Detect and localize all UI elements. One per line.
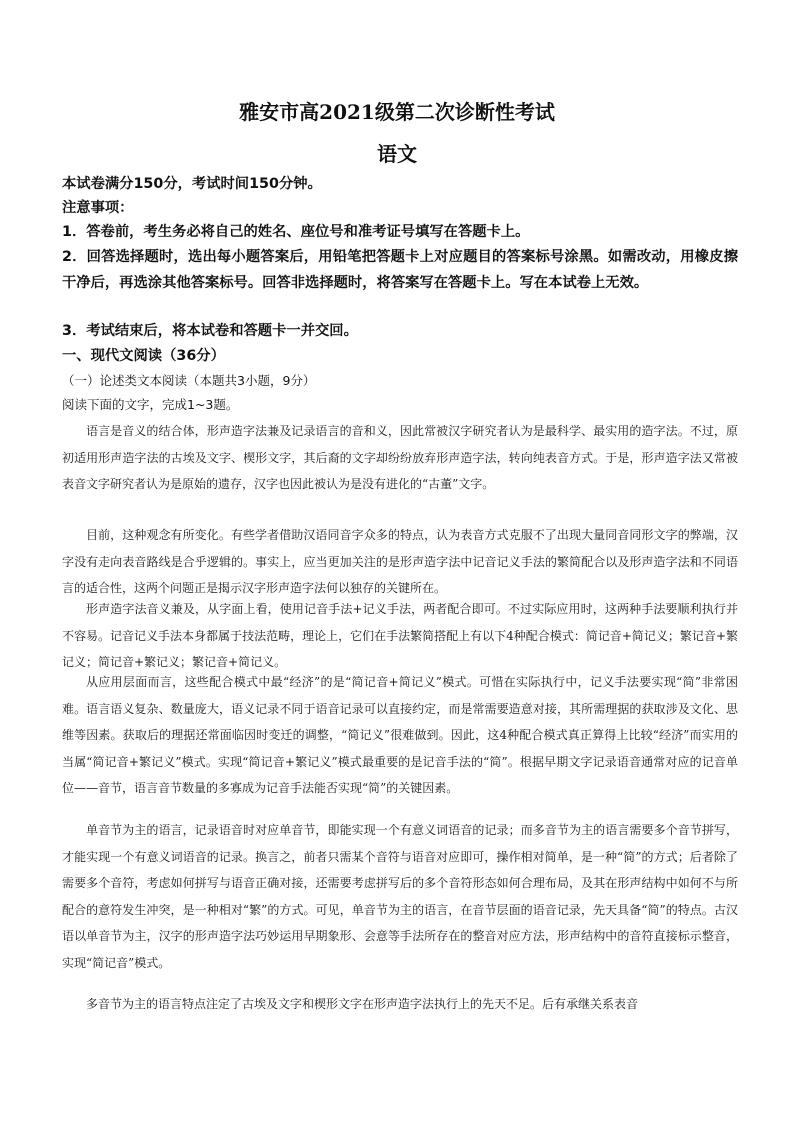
notice-item: 2．回答选择题时，选出每小题答案后，用铅笔把答题卡上对应题目的答案标号涂黑。如需改动，用橡皮擦干净后，再选涂其他答案标号。回答非选择题时，将答案写在答题卡上。写在本试卷上无效。 bbox=[62, 249, 738, 291]
score-line: 本试卷满分150分，考试时间150分钟。 bbox=[62, 176, 322, 192]
section-subheading: （一）论述类文本阅读（本题共3小题，9分） bbox=[62, 373, 316, 388]
section-heading: 一、现代文阅读（36分） bbox=[62, 348, 225, 364]
article-paragraph: 单音节为主的语言，记录语音时对应单音节，即能实现一个有意义词语音的记录；而多音节为主的语言需要多个音节拼写，才能实现一个有意义词语音的记录。换言之，前者只需某个音符与语音对应即可，操作相对简单，是一种“简”的方式；后者除了需要多个音符，考虑如何拼写与语音正确对接，还需要考虑拼写后的多个音符形态如何合理布局，及其在形声结构中如何不与所配合的意符发生冲突，是一种相对“繁”的方式。可见，单音节为主的语言，在音节层面的语音记录，先天具备“简”的特点。古汉语以单音节为主，汉字的形声造字法巧妙运用早期象形、会意等手法所存在的整音对应方法，形声结构中的音符直接标示整音，实现“简记音”模式。 bbox=[62, 823, 738, 970]
notice-heading: 注意事项： bbox=[62, 200, 134, 216]
reading-instruction: 阅读下面的文字，完成1~3题。 bbox=[62, 397, 239, 412]
article-paragraph: 形声造字法音义兼及，从字面上看，使用记音手法+记义手法，两者配合即可。不过实际应用时，这两种手法要顺利执行并不容易。记音记义手法本身都属于技法范畴，理论上，它们在手法繁简搭配上有以下4种配合模式：简记音+简记义；繁记音+繁记义；简记音+繁记义；繁记音+简记义。 bbox=[62, 602, 738, 670]
exam-title: 雅安市高2021级第二次诊断性考试 bbox=[239, 100, 555, 124]
notice-item: 3．考试结束后，将本试卷和答题卡一并交回。 bbox=[62, 323, 358, 339]
article-paragraph: 语言是音义的结合体，形声造字法兼及记录语言的音和义，因此常被汉字研究者认为是最科学、最实用的造字法。不过，原初适用形声造字法的古埃及文字、楔形文字，其后裔的文字却纷纷放弃形声造字法，转向纯表音方式。于是，形声造字法又常被表音文字研究者认为是原始的遗存，汉字也因此被认为是没有进化的“古董”文字。 bbox=[62, 424, 738, 492]
subject-title: 语文 bbox=[377, 142, 417, 166]
article-paragraph: 多音节为主的语言特点注定了古埃及文字和楔形文字在形声造字法执行上的先天不足。后有承继关系表音 bbox=[86, 997, 639, 1011]
article-paragraph: 从应用层面而言，这些配合模式中最“经济”的是“简记音+简记义”模式。可惜在实际执行中，记义手法要实现“简”非常困难。语言语义复杂、数量庞大，语义记录不同于语音记录可以直接约定，而是常需要造意对接，其所需理据的获取涉及文化、思维等因素。获取后的理据还常面临因时变迁的调整，“简记义”很难做到。因此，这4种配合模式真正算得上比较“经济”而实用的当属“简记音+繁记义”模式。实现“简记音+繁记义”模式最重要的是记音手法的“简”。根据早期文字记录语音通常对应的记音单位——音节，语言音节数量的多寡成为记音手法能否实现“简”的关键因素。 bbox=[62, 675, 738, 796]
article-paragraph: 目前，这种观念有所变化。有些学者借助汉语同音字众多的特点，认为表音方式克服不了出现大量同音同形文字的弊端，汉字没有走向表音路线是合乎逻辑的。事实上，应当更加关注的是形声造字法中记音记义手法的繁简配合以及形声造字法和不同语言的适合性，这两个问题正是揭示汉字形声造字法何以独存的关键所在。 bbox=[62, 528, 738, 596]
notice-item: 1．答卷前，考生务必将自己的姓名、座位号和准考证号填写在答题卡上。 bbox=[62, 224, 530, 240]
